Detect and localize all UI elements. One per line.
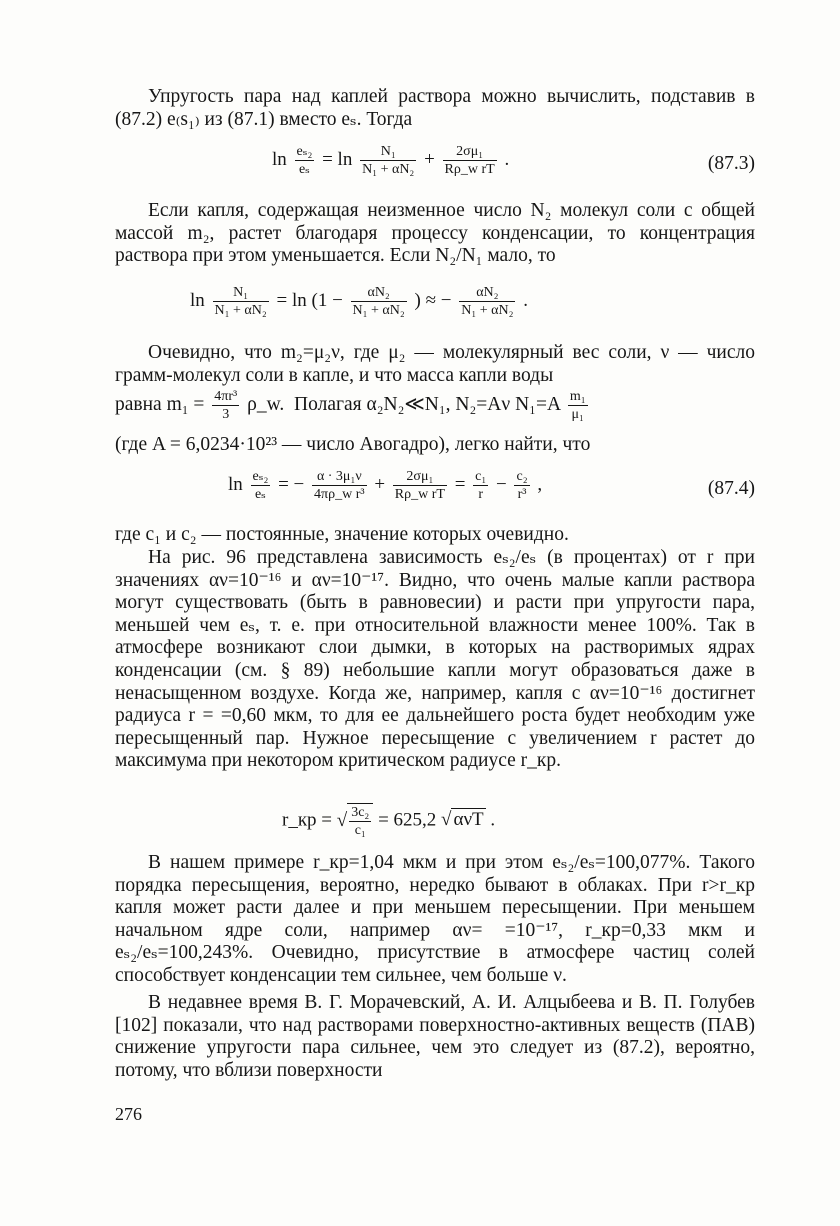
paragraph-mass: Очевидно, что m₂=μ₂ν, где μ₂ — молекулярный вес соли, ν — число грамм-молекул соли в капле, и что масса капли воды — [115, 342, 755, 386]
equation-critical-radius: r_кр = √ $\frac{\text{3c₂}}{\text{c₁}}$ = 625,2 √ ανT . — [282, 805, 496, 838]
equation-87-4: ln $\frac{\text{eₛ₂}}{\text{eₛ}}$ = − $\frac{\text{α · 3μ₁ν}}{\text{4πρ\_w r³}}$ + $\frac{\text{2σμ₁}}{\text{Rρ\_w rT}}$ = $\frac{\text{c₁}}{r}$ − $\frac{\text{c₂}}{\text{r³}}$ , — [228, 469, 543, 502]
equation-droplet-mass: равна m₁ = $\frac{\text{4πr³}}{3}$ ρ_w. Полагая α₂N₂≪N₁, N₂=Aν N₁=A $\frac{\text{m₁}}{\text{μ₁}}$ — [115, 389, 586, 422]
paragraph-avogadro: (где A = 6,0234·10²³ — число Авогадро), легко найти, что — [115, 434, 591, 455]
page-number: 276 — [115, 1104, 142, 1124]
paragraph-example: В нашем примере r_кр=1,04 мкм и при этом eₛ₂/eₛ=100,077%. Такого порядка пересыщения, вероятно, нередко бывают в облаках. При r>r_кр капля может расти далее и при меньшем пересыщении. При меньшем начальном ядре соли, например αν= =10⁻¹⁷, r_кр=0,33 мкм и eₛ₂/eₛ=100,243%. Очевидно, присутствие в атмосфере частиц солей способствует конденсации тем сильнее, чем больше ν. — [115, 852, 755, 986]
paragraph-droplet-growth: Если капля, содержащая неизменное число N₂ молекул соли с общей массой m₂, растет благодаря процессу конденсации, то концентрация раствора при этом уменьшается. Если N₂/N₁ мало, то — [115, 200, 755, 267]
equation-log-approx: ln $\frac{\text{N₁}}{\text{N₁ + αN₂}}$ = ln (1 − $\frac{\text{αN₂}}{\text{N₁ + αN₂}}$ ) ≈ − $\frac{\text{αN₂}}{\text{N₁ + αN₂}}$ . — [190, 285, 528, 318]
paragraph-constants: где c₁ и c₂ — постоянные, значение которых очевидно. — [115, 524, 569, 545]
equation-87-3: ln $\frac{\text{eₛ₂}}{\text{eₛ}}$ = ln $\frac{\text{N₁}}{\text{N₁ + αN₂}}$ + $\frac{\text{2σμ₁}}{\text{Rρ\_w rT}}$ . — [272, 144, 510, 177]
equation-number-87-3: (87.3) — [707, 153, 755, 174]
equation-number-87-4: (87.4) — [707, 478, 755, 499]
paragraph-intro: Упругость пара над каплей раствора можно вычислить, подставив в (87.2) e₍s₁₎ из (87.1) вместо eₛ. Тогда — [115, 86, 755, 130]
paragraph-figure-96: На рис. 96 представлена зависимость eₛ₂/eₛ (в процентах) от r при значениях αν=10⁻¹⁶ и αν=10⁻¹⁷. Видно, что очень малые капли раствора могут существовать (быть в равновесии) и расти при упругости пара, меньшей чем eₛ, т. е. при относительной влажности менее 100%. Так в атмосфере возникают слои дымки, в которых на растворимых ядрах конденсации (см. § 89) небольшие капли могут образоваться даже в ненасыщенном воздухе. Когда же, например, капля с αν=10⁻¹⁶ достигнет радиуса r = =0,60 мкм, то для ее дальнейшего роста будет необходим уже пересыщенный пар. Нужное пересыщение с увеличением r растет до максимума при некотором критическом радиусе r_кр. — [115, 547, 755, 772]
paragraph-surfactants: В недавнее время В. Г. Морачевский, А. И. Алцыбеева и В. П. Голубев [102] показали, что над растворами поверхностно-активных веществ (ПАВ) снижение упругости пара сильнее, чем это следует из (87.2), вероятно, потому, что вблизи поверхности — [115, 992, 755, 1081]
